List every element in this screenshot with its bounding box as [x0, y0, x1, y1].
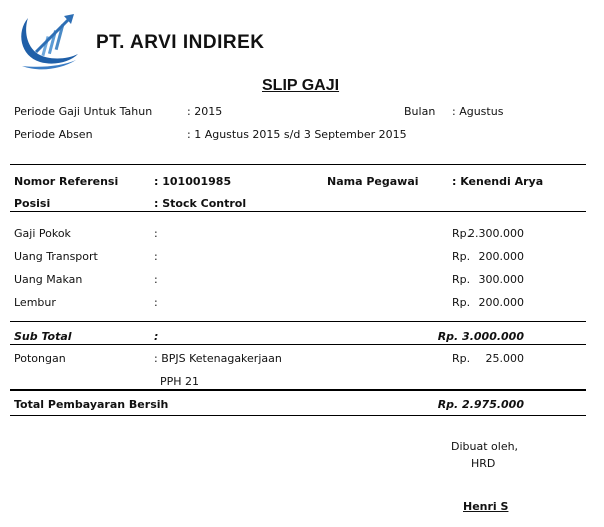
earning-colon: : — [154, 250, 158, 263]
deduction-item: PPH 21 — [160, 375, 200, 388]
subtotal-label: Sub Total — [14, 330, 72, 343]
earning-colon: : — [154, 273, 158, 286]
earning-colon: : — [154, 227, 158, 240]
ref-label: Nomor Referensi — [14, 175, 119, 188]
deduction-label: Potongan — [14, 352, 66, 365]
company-name: PT. ARVI INDIREK — [96, 32, 265, 53]
period-year-value: : 2015 — [187, 105, 223, 118]
divider — [10, 164, 586, 165]
signatory-name: Henri S — [463, 500, 509, 513]
document-title: SLIP GAJI — [262, 77, 340, 94]
ref-value: : 101001985 — [154, 175, 232, 188]
earning-amount: 300.000 — [478, 273, 524, 286]
company-logo-icon — [14, 10, 82, 72]
department-label: HRD — [471, 457, 496, 470]
earning-currency: Rp. — [452, 296, 471, 309]
period-year-label: Periode Gaji Untuk Tahun — [14, 105, 153, 118]
deduction-currency: Rp. — [452, 352, 471, 365]
period-month-label: Bulan — [404, 105, 436, 118]
position-value: : Stock Control — [154, 197, 247, 210]
divider — [10, 415, 586, 416]
made-by-label: Dibuat oleh, — [451, 440, 519, 453]
position-label: Posisi — [14, 197, 51, 210]
earning-currency: Rp. — [452, 273, 471, 286]
earning-label: Uang Transport — [14, 250, 98, 263]
subtotal-amount: Rp. 3.000.000 — [437, 330, 524, 343]
earning-label: Uang Makan — [14, 273, 83, 286]
earning-amount: 200.000 — [478, 250, 524, 263]
divider — [10, 389, 586, 391]
name-label: Nama Pegawai — [327, 175, 419, 188]
subtotal-colon: : — [154, 330, 159, 343]
earning-colon: : — [154, 296, 158, 309]
divider — [10, 321, 586, 322]
earning-label: Lembur — [14, 296, 56, 309]
name-value: : Kenendi Arya — [452, 175, 544, 188]
period-month-value: : Agustus — [452, 105, 504, 118]
deduction-item: : BPJS Ketenagakerjaan — [154, 352, 282, 365]
earning-label: Gaji Pokok — [14, 227, 71, 240]
total-label: Total Pembayaran Bersih — [14, 398, 169, 411]
deduction-amount: 25.000 — [485, 352, 524, 365]
earning-currency: Rp. — [452, 227, 471, 240]
total-amount: Rp. 2.975.000 — [437, 398, 524, 411]
earning-amount: 2.300.000 — [468, 227, 524, 240]
divider — [10, 211, 586, 212]
period-absence-value: : 1 Agustus 2015 s/d 3 September 2015 — [187, 128, 407, 141]
earning-currency: Rp. — [452, 250, 471, 263]
divider — [10, 344, 586, 345]
period-absence-label: Periode Absen — [14, 128, 93, 141]
earning-amount: 200.000 — [478, 296, 524, 309]
